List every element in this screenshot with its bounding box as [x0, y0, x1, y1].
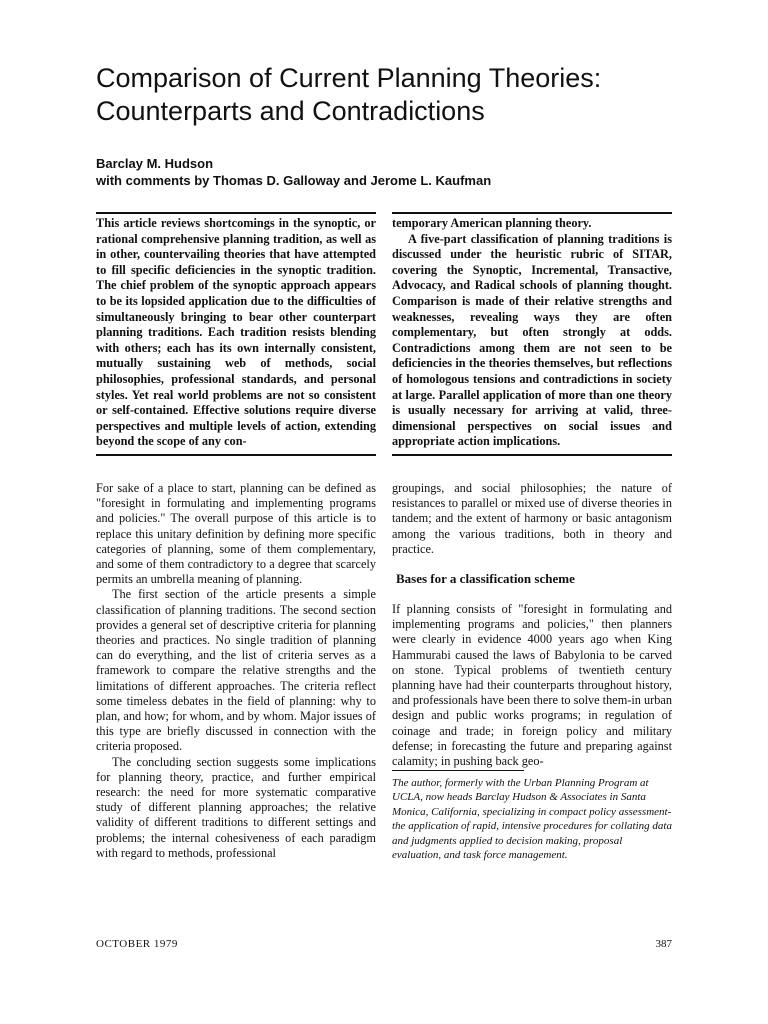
- body-paragraph: For sake of a place to start, planning can be defined as "foresight in formulating and implementing programs and policies." The overall purpose of this article is to replace this unitary definition by defining more specific categories of planning, some of them complementary, and some of them contradictory to a degree that scarcely permits an umbrella meaning of planning.: [96, 481, 376, 587]
- body-right-column-top: [392, 481, 672, 557]
- abstract-paragraph: temporary American planning theory.: [392, 216, 592, 230]
- author-name: Barclay M. Hudson: [96, 156, 214, 171]
- abstract-right-column: [392, 212, 672, 456]
- body-right-column-bottom: [392, 602, 672, 769]
- section-heading: Bases for a classification scheme: [396, 571, 575, 586]
- body-left-column: [96, 481, 376, 861]
- byline: [96, 155, 696, 189]
- comments-credit: with comments by Thomas D. Galloway and Jerome L. Kaufman: [96, 173, 492, 188]
- footer-date: OCTOBER 1979: [96, 938, 178, 950]
- body-paragraph: The first section of the article presents a simple classification of planning traditions. The second section provides a general set of descriptive criteria for planning theories and practices. No single tradition of planning can do everything, and the list of criteria serves as a framework to compare the relative strengths and the limitations of different approaches. The criteria reflect some timeless debates in the field of planning: why to plan, and how; for whom, and by whom. Major issues of this type are briefly discussed in connection with the criteria proposed.: [96, 587, 376, 754]
- title-line-2: Counterparts and Contradictions: [96, 96, 485, 126]
- abstract-left-column: [96, 212, 376, 456]
- body-paragraph: The concluding section suggests some implications for planning theory, practice, and further empirical research: the need for more systematic comparative study of different planning approaches; the relative validity of different traditions to different settings and problems; the internal cohesiveness of each paradigm with regard to methods, professional: [96, 754, 376, 860]
- title-line-1: Comparison of Current Planning Theories:: [96, 63, 602, 93]
- author-footnote: The author, formerly with the Urban Planning Program at UCLA, now heads Barclay Hudson & Associates in Santa Monica, California, specializing in compact policy assessment-the application of rapid, intensive procedures for collating data and judgments applied to decision making, proposal evaluation, and task force management.: [392, 777, 672, 862]
- body-paragraph: If planning consists of "foresight in formulating and implementing programs and policies," then planners were clearly in evidence 4000 years ago when King Hammurabi caused the laws of Babylonia to be carved on stone. Typical problems of twentieth century planning have had their counterparts throughout history, and professionals have been there to solve them-in urban design and public works programs; in regulation of coinage and trade; in foreign policy and military defense; in forecasting the future and preparing against calamity; in pushing back geo-: [392, 602, 673, 769]
- footnote-divider: [392, 770, 524, 771]
- body-paragraph: groupings, and social philosophies; the nature of resistances to parallel or mixed use of diverse theories in tandem; and the extent of harmony or basic antagonism among the various traditions, both in theory and practice.: [392, 481, 672, 556]
- abstract-paragraph: A five-part classification of planning traditions is discussed under the heuristic rubric of SITAR, covering the Synoptic, Incremental, Transactive, Advocacy, and Radical schools of planning thought. Comparison is made of their relative strengths and weaknesses, revealing ways they are often complementary, but often strongly at odds. Contradictions among them are not seen to be deficiencies in the theories themselves, but reflections of homologous tensions and contradictions in society at large. Parallel application of more than one theory is usually necessary for arriving at valid, three-dimensional perspectives on social issues and appropriate action implications.: [392, 231, 672, 449]
- page-number: 387: [655, 938, 672, 950]
- article-title: [96, 62, 696, 128]
- abstract-paragraph: This article reviews shortcomings in the synoptic, or rational comprehensive planning tradition, as well as in other, countervailing theories that have attempted to fill specific deficiencies in the synoptic tradition. The chief problem of the synoptic approach appears to be its lopsided application due to the difficulties of simultaneously bringing to bear other counterpart planning traditions. Each tradition resists blending with others; each has its own internally consistent, mutually sustaining web of methods, social philosophies, professional standards, and personal styles. Yet real world problems are not so consistent or self-contained. Effective solutions require diverse perspectives and multiple levels of action, extending beyond the scope of any con-: [96, 216, 376, 449]
